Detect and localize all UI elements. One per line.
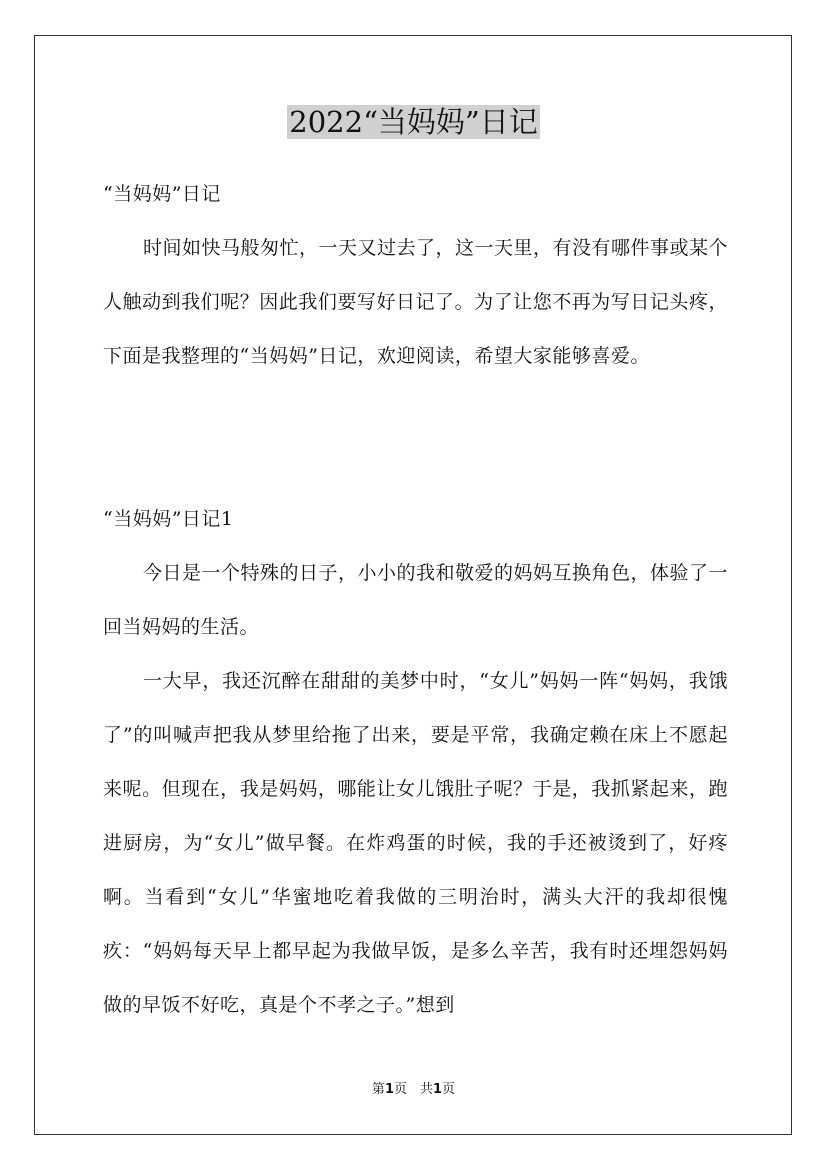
section-paragraph-1: 今日是一个特殊的日子，小小的我和敬爱的妈妈互换角色，体验了一回当妈妈的生活。: [103, 562, 729, 638]
page-number-current: 1: [384, 1082, 394, 1097]
page-number-prefix: 第: [371, 1082, 385, 1097]
page-footer: [0, 1080, 827, 1100]
document-title: [0, 102, 827, 142]
section-heading: [103, 492, 728, 546]
section-paragraph-2: 一大早，我还沉醉在甜甜的美梦中时，“女儿”妈妈一阵“妈妈，我饿了”的叫喊声把我从梦里给拖了出来，要是平常，我确定赖在床上不愿起来呢。但现在，我是妈妈，哪能让女儿饿肚子呢？于是，我抓紧起来，跑进厨房，为“女儿”做早餐。在炸鸡蛋的时候，我的手还被烫到了，好疼啊。当看到“女儿”华蜜地吃着我做的三明治时，满头大汗的我却很愧疚：“妈妈每天早上都早起为我做早饭，是多么辛苦，我有时还埋怨妈妈做的早饭不好吃，真是个不孝之子。”想到: [103, 670, 728, 1016]
page-number-mid: 页 共: [393, 1082, 433, 1097]
document-title-text: 2022“当妈妈”日记: [289, 105, 538, 139]
intro-paragraph-text: 时间如快马般匆忙，一天又过去了，这一天里，有没有哪件事或某个人触动到我们呢？因此我们要写好日记了。为了让您不再为写日记头疼，下面是我整理的“当妈妈”日记，欢迎阅读，希望大家能够喜爱。: [103, 237, 729, 367]
intro-paragraph: [103, 221, 728, 383]
section-body: [103, 546, 728, 1032]
intro-heading: [103, 167, 728, 221]
section-heading-text: “当妈妈”日记1: [103, 508, 234, 530]
page-number-total: 1: [433, 1082, 443, 1097]
page-number-suffix: 页: [442, 1082, 456, 1097]
intro-heading-text: “当妈妈”日记: [103, 183, 221, 205]
